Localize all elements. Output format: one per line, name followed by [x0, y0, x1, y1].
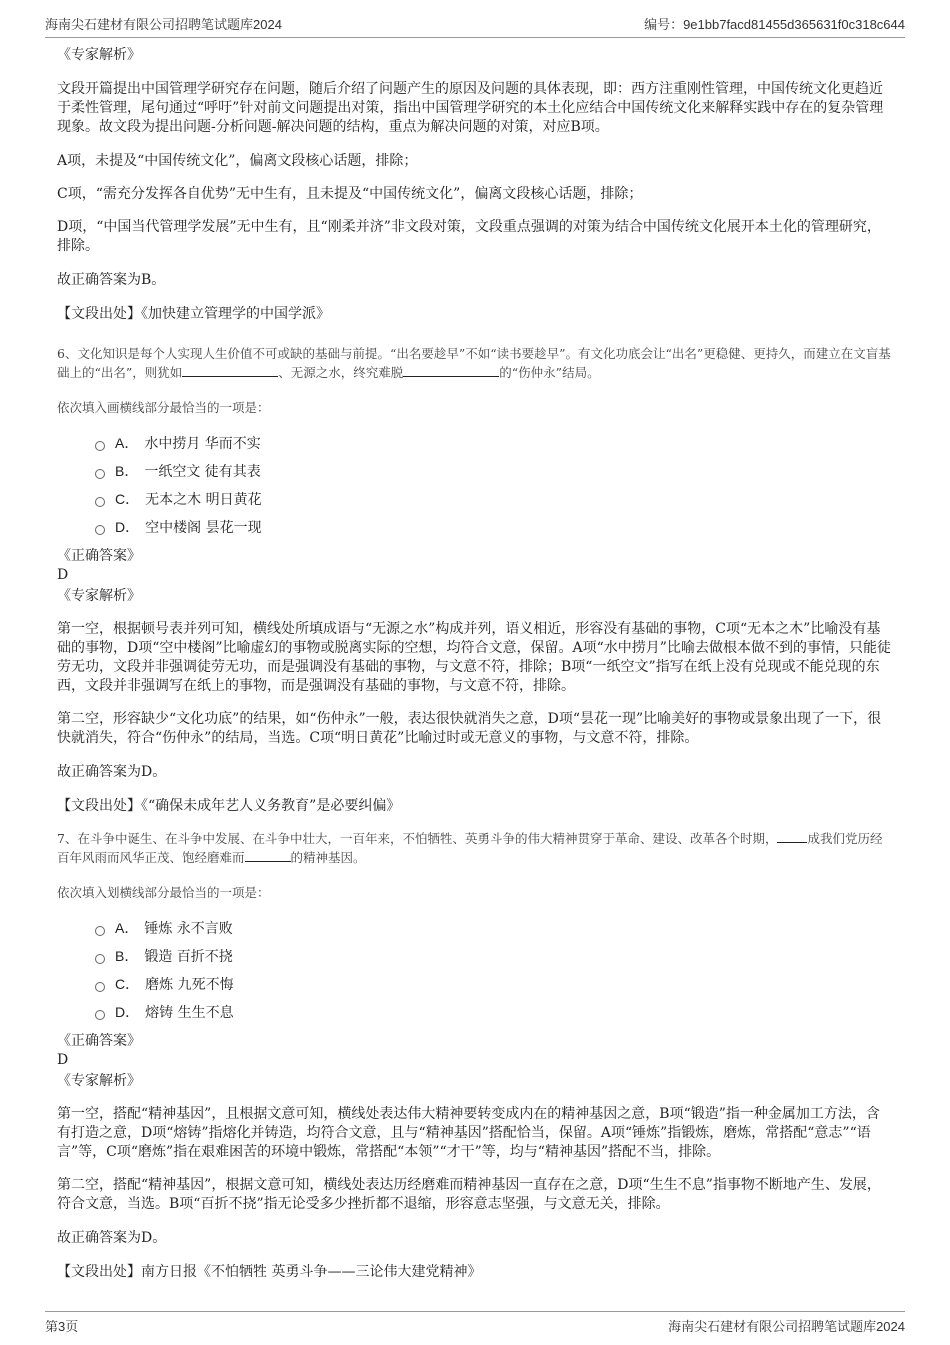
q7-blank-2 [245, 848, 291, 862]
option-text: 空中楼阁 昙花一现 [145, 520, 262, 536]
q6-answer-label: 《正确答案》 [57, 548, 141, 564]
option-letter: C． [115, 491, 140, 507]
radio-button[interactable] [95, 441, 105, 451]
q7-options [95, 914, 893, 1026]
page-number: 第3页 [45, 1319, 79, 1334]
radio-button[interactable] [95, 982, 105, 992]
q6-blank-1 [182, 363, 278, 377]
q6-blank-2 [403, 363, 499, 377]
option-letter: B． [115, 948, 139, 964]
q7-option-b[interactable] [95, 942, 893, 970]
page-header [45, 14, 905, 38]
footer-title: 海南尖石建材有限公司招聘笔试题库2024 [668, 1319, 905, 1334]
q7-analysis-2: 第二空，搭配“精神基因”，根据文意可知，横线处表达历经磨难而精神基因一直存在之意，D项“生生不息”指事物不断地产生、发展，符合文意，当选。B项“百折不挠”指无论受多少挫折都不退缩，形容意志坚强，与文意无关，排除。 [57, 1177, 881, 1212]
radio-button[interactable] [95, 469, 105, 479]
q6-source: 【文段出处】《“确保未成年艺人义务教育”是必要纠偏》 [57, 798, 401, 814]
q7-instruction: 依次填入划横线部分最恰当的一项是： [57, 885, 270, 900]
radio-button[interactable] [95, 954, 105, 964]
q7-answer-label: 《正确答案》 [57, 1033, 141, 1049]
radio-button[interactable] [95, 525, 105, 535]
option-letter: B． [115, 463, 139, 479]
q7-analysis-1: 第一空，搭配“精神基因”，且根据文意可知，横线处表达伟大精神要转变成内在的精神基因之意，B项“锻造”指一种金属加工方法，含有打造之意，D项“熔铸”指熔化并铸造，均符合文意，且与“精神基因”搭配恰当，保留。A项“锤炼”指锻炼，磨炼，常搭配“意志”“语言”等，C项“磨炼”指在艰难困苦的环境中锻炼，常搭配“本领”“才干”等，均与“精神基因”搭配不当，排除。 [57, 1106, 880, 1160]
q7-option-d[interactable] [95, 998, 893, 1026]
option-letter: A． [115, 435, 139, 451]
option-letter: A． [115, 920, 139, 936]
q5-expert-label: 《专家解析》 [57, 47, 141, 63]
page-content [57, 46, 893, 1282]
option-text: 磨炼 九死不悔 [145, 977, 234, 993]
q6-stem-part-c: 的“伤仲永”结局。 [499, 365, 600, 380]
q6-stem-part-a: 6、文化知识是每个人实现人生价值不可或缺的基础与前提。“出名要趁早”不如“读书要趁早”。有文化功底会让“出名”更稳健、更持久，而建立在文盲基础上的“出名”，则犹如 [57, 346, 891, 380]
q6-stem-part-b: 、无源之水，终究难脱 [278, 365, 404, 380]
q5-source: 【文段出处】《加快建立管理学的中国学派》 [57, 306, 330, 322]
option-text: 锻造 百折不挠 [144, 949, 233, 965]
option-text: 熔铸 生生不息 [145, 1005, 234, 1021]
header-title: 海南尖石建材有限公司招聘笔试题库2024 [45, 17, 282, 32]
q7-expert-label: 《专家解析》 [57, 1073, 141, 1089]
q7-conclusion: 故正确答案为D。 [57, 1230, 167, 1246]
q6-option-b[interactable] [95, 457, 893, 485]
option-letter: D． [115, 519, 140, 535]
radio-button[interactable] [95, 497, 105, 507]
header-doc-id: 编号：9e1bb7facd81455d365631f0c318c644 [644, 17, 905, 32]
q7-blank-1 [777, 829, 807, 843]
q7-stem-part-a: 7、在斗争中诞生、在斗争中发展、在斗争中壮大，一百年来，不怕牺牲、英勇斗争的伟大精神贯穿于革命、建设、改革各个时期， [57, 831, 778, 846]
page-footer [45, 1311, 905, 1335]
q6-option-c[interactable] [95, 485, 893, 513]
radio-button[interactable] [95, 1010, 105, 1020]
q6-expert-label: 《专家解析》 [57, 588, 141, 604]
option-letter: D． [115, 1004, 140, 1020]
q6-analysis-2: 第二空，形容缺少“文化功底”的结果，如“伤仲永”一般，表达很快就消失之意，D项“昙花一现”比喻美好的事物或景象出现了一下，很快就消失，符合“伤仲永”的结局，当选。C项“明日黄花”比喻过时或无意义的事物，与文意不符，排除。 [57, 711, 882, 746]
q5-analysis: 文段开篇提出中国管理学研究存在问题，随后介绍了问题产生的原因及问题的具体表现，即：西方注重刚性管理，中国传统文化更趋近于柔性管理，尾句通过“呼吁”针对前文问题提出对策，指出中国管理学研究的本土化应结合中国传统文化来解释实践中存在的复杂管理现象。故文段为提出问题-分析问题-解决问题的结构，重点为解决问题的对策，对应B项。 [57, 81, 884, 135]
q6-stem [57, 344, 893, 382]
option-text: 无本之木 明日黄花 [145, 492, 262, 508]
q6-answer: D [57, 567, 69, 583]
option-text: 锤炼 永不言败 [144, 921, 233, 937]
q6-options [95, 429, 893, 541]
q7-stem-part-b: 成我们党历经百年风雨而风华正茂、饱经磨难而 [57, 831, 883, 865]
q7-stem [57, 829, 893, 867]
q7-answer: D [57, 1052, 69, 1068]
q5-option-a-analysis: A项，未提及“中国传统文化”，偏离文段核心话题，排除； [57, 153, 418, 169]
q7-source: 【文段出处】南方日报《不怕牺牲 英勇斗争——三论伟大建党精神》 [57, 1264, 482, 1280]
q6-option-a[interactable] [95, 429, 893, 457]
q5-option-d-analysis: D项，“中国当代管理学发展”无中生有，且“刚柔并济”非文段对策，文段重点强调的对策为结合中国传统文化展开本土化的管理研究，排除。 [57, 219, 881, 254]
q6-conclusion: 故正确答案为D。 [57, 764, 167, 780]
q7-stem-part-c: 的精神基因。 [290, 850, 366, 865]
q7-option-c[interactable] [95, 970, 893, 998]
option-text: 水中捞月 华而不实 [144, 436, 261, 452]
option-text: 一纸空文 徒有其表 [144, 464, 261, 480]
q6-option-d[interactable] [95, 513, 893, 541]
q6-instruction: 依次填入画横线部分最恰当的一项是： [57, 400, 270, 415]
radio-button[interactable] [95, 926, 105, 936]
option-letter: C． [115, 976, 140, 992]
q5-conclusion: 故正确答案为B。 [57, 272, 166, 288]
q7-option-a[interactable] [95, 914, 893, 942]
q6-analysis-1: 第一空，根据顿号表并列可知，横线处所填成语与“无源之水”构成并列，语义相近，形容没有基础的事物，C项“无本之木”比喻没有基础的事物，D项“空中楼阁”比喻虚幻的事物或脱离实际的空想，均符合文意，保留。A项“水中捞月”比喻去做根本做不到的事情，只能徒劳无功，文段并非强调徒劳无功，而是强调没有基础的事物，与文意不符，排除；B项“一纸空文”指写在纸上没有兑现或不能兑现的东西，文段并非强调写在纸上的事物，而是强调没有基础的事物，与文意不符，排除。 [57, 621, 891, 694]
q5-option-c-analysis: C项，“需充分发挥各自优势”无中生有，且未提及“中国传统文化”，偏离文段核心话题，排除； [57, 186, 643, 202]
